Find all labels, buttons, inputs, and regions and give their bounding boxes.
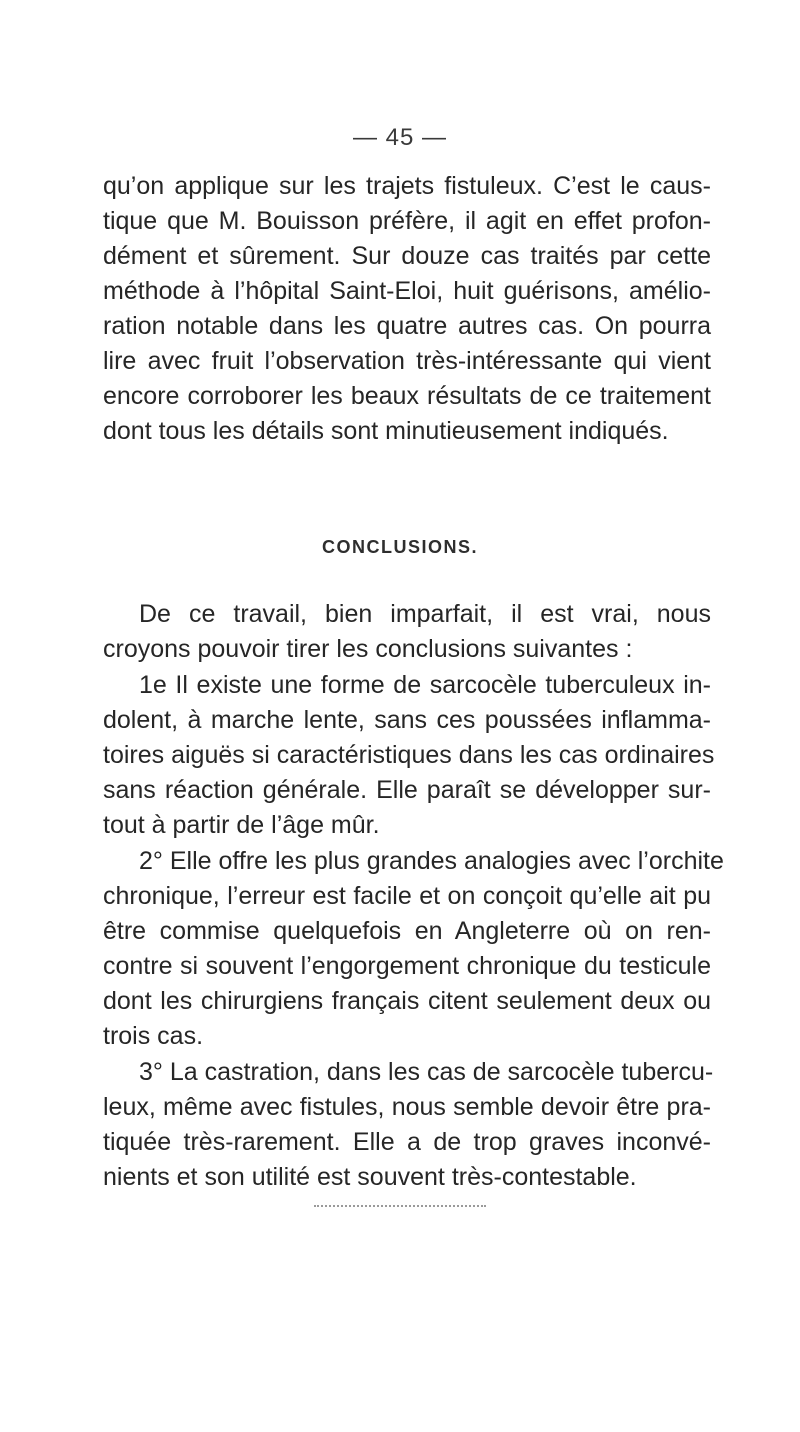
text-line: trois cas. bbox=[103, 1022, 204, 1050]
text-line: 3° La castration, dans les cas de sarcocèle tubercu- bbox=[139, 1058, 714, 1086]
text-line: dément et sûrement. Sur douze cas traités par cette bbox=[103, 242, 711, 270]
text-line: lire avec fruit l’observation très-intéressante qui vient bbox=[103, 347, 711, 375]
text-line: toires aiguës si caractéristiques dans les cas ordinaires bbox=[103, 741, 715, 769]
text-line: dont les chirurgiens français citent seulement deux ou bbox=[103, 987, 711, 1015]
section-heading: CONCLUSIONS. bbox=[321, 537, 478, 557]
text-line: 1e Il existe une forme de sarcocèle tuberculeux in- bbox=[139, 671, 711, 699]
text-line: dont tous les détails sont minutieusement indiqués. bbox=[103, 417, 669, 445]
text-line: tiquée très-rarement. Elle a de trop graves inconvé- bbox=[103, 1128, 711, 1156]
text-line: être commise quelquefois en Angleterre où on ren- bbox=[103, 917, 711, 945]
text-line: contre si souvent l’engorgement chronique du testicule bbox=[103, 952, 711, 980]
text-line: encore corroborer les beaux résultats de ce traitement bbox=[103, 382, 711, 410]
text-line: dolent, à marche lente, sans ces poussées inflamma- bbox=[103, 706, 711, 734]
text-line: De ce travail, bien imparfait, il est vrai, nous bbox=[139, 600, 711, 628]
text-line: qu’on applique sur les trajets fistuleux. C’est le caus- bbox=[103, 172, 711, 200]
text-line: 2° Elle offre les plus grandes analogies avec l’orchite bbox=[139, 847, 724, 875]
text-line: ration notable dans les quatre autres cas. On pourra bbox=[103, 312, 711, 340]
text-line: tout à partir de l’âge mûr. bbox=[103, 811, 380, 839]
text-line: chronique, l’erreur est facile et on conçoit qu’elle ait pu bbox=[103, 882, 711, 910]
end-rule bbox=[314, 1205, 486, 1207]
text-line: nients et son utilité est souvent très-contestable. bbox=[103, 1163, 637, 1191]
text-line: tique que M. Bouisson préfère, il agit en effet profon- bbox=[103, 207, 711, 235]
text-line: leux, même avec fistules, nous semble devoir être pra- bbox=[103, 1093, 711, 1121]
page-number: — 45 — bbox=[352, 124, 448, 151]
text-line: croyons pouvoir tirer les conclusions suivantes : bbox=[103, 635, 633, 663]
text-line: méthode à l’hôpital Saint-Eloi, huit guérisons, amélio- bbox=[103, 277, 711, 305]
text-line: sans réaction générale. Elle paraît se développer sur- bbox=[103, 776, 711, 804]
